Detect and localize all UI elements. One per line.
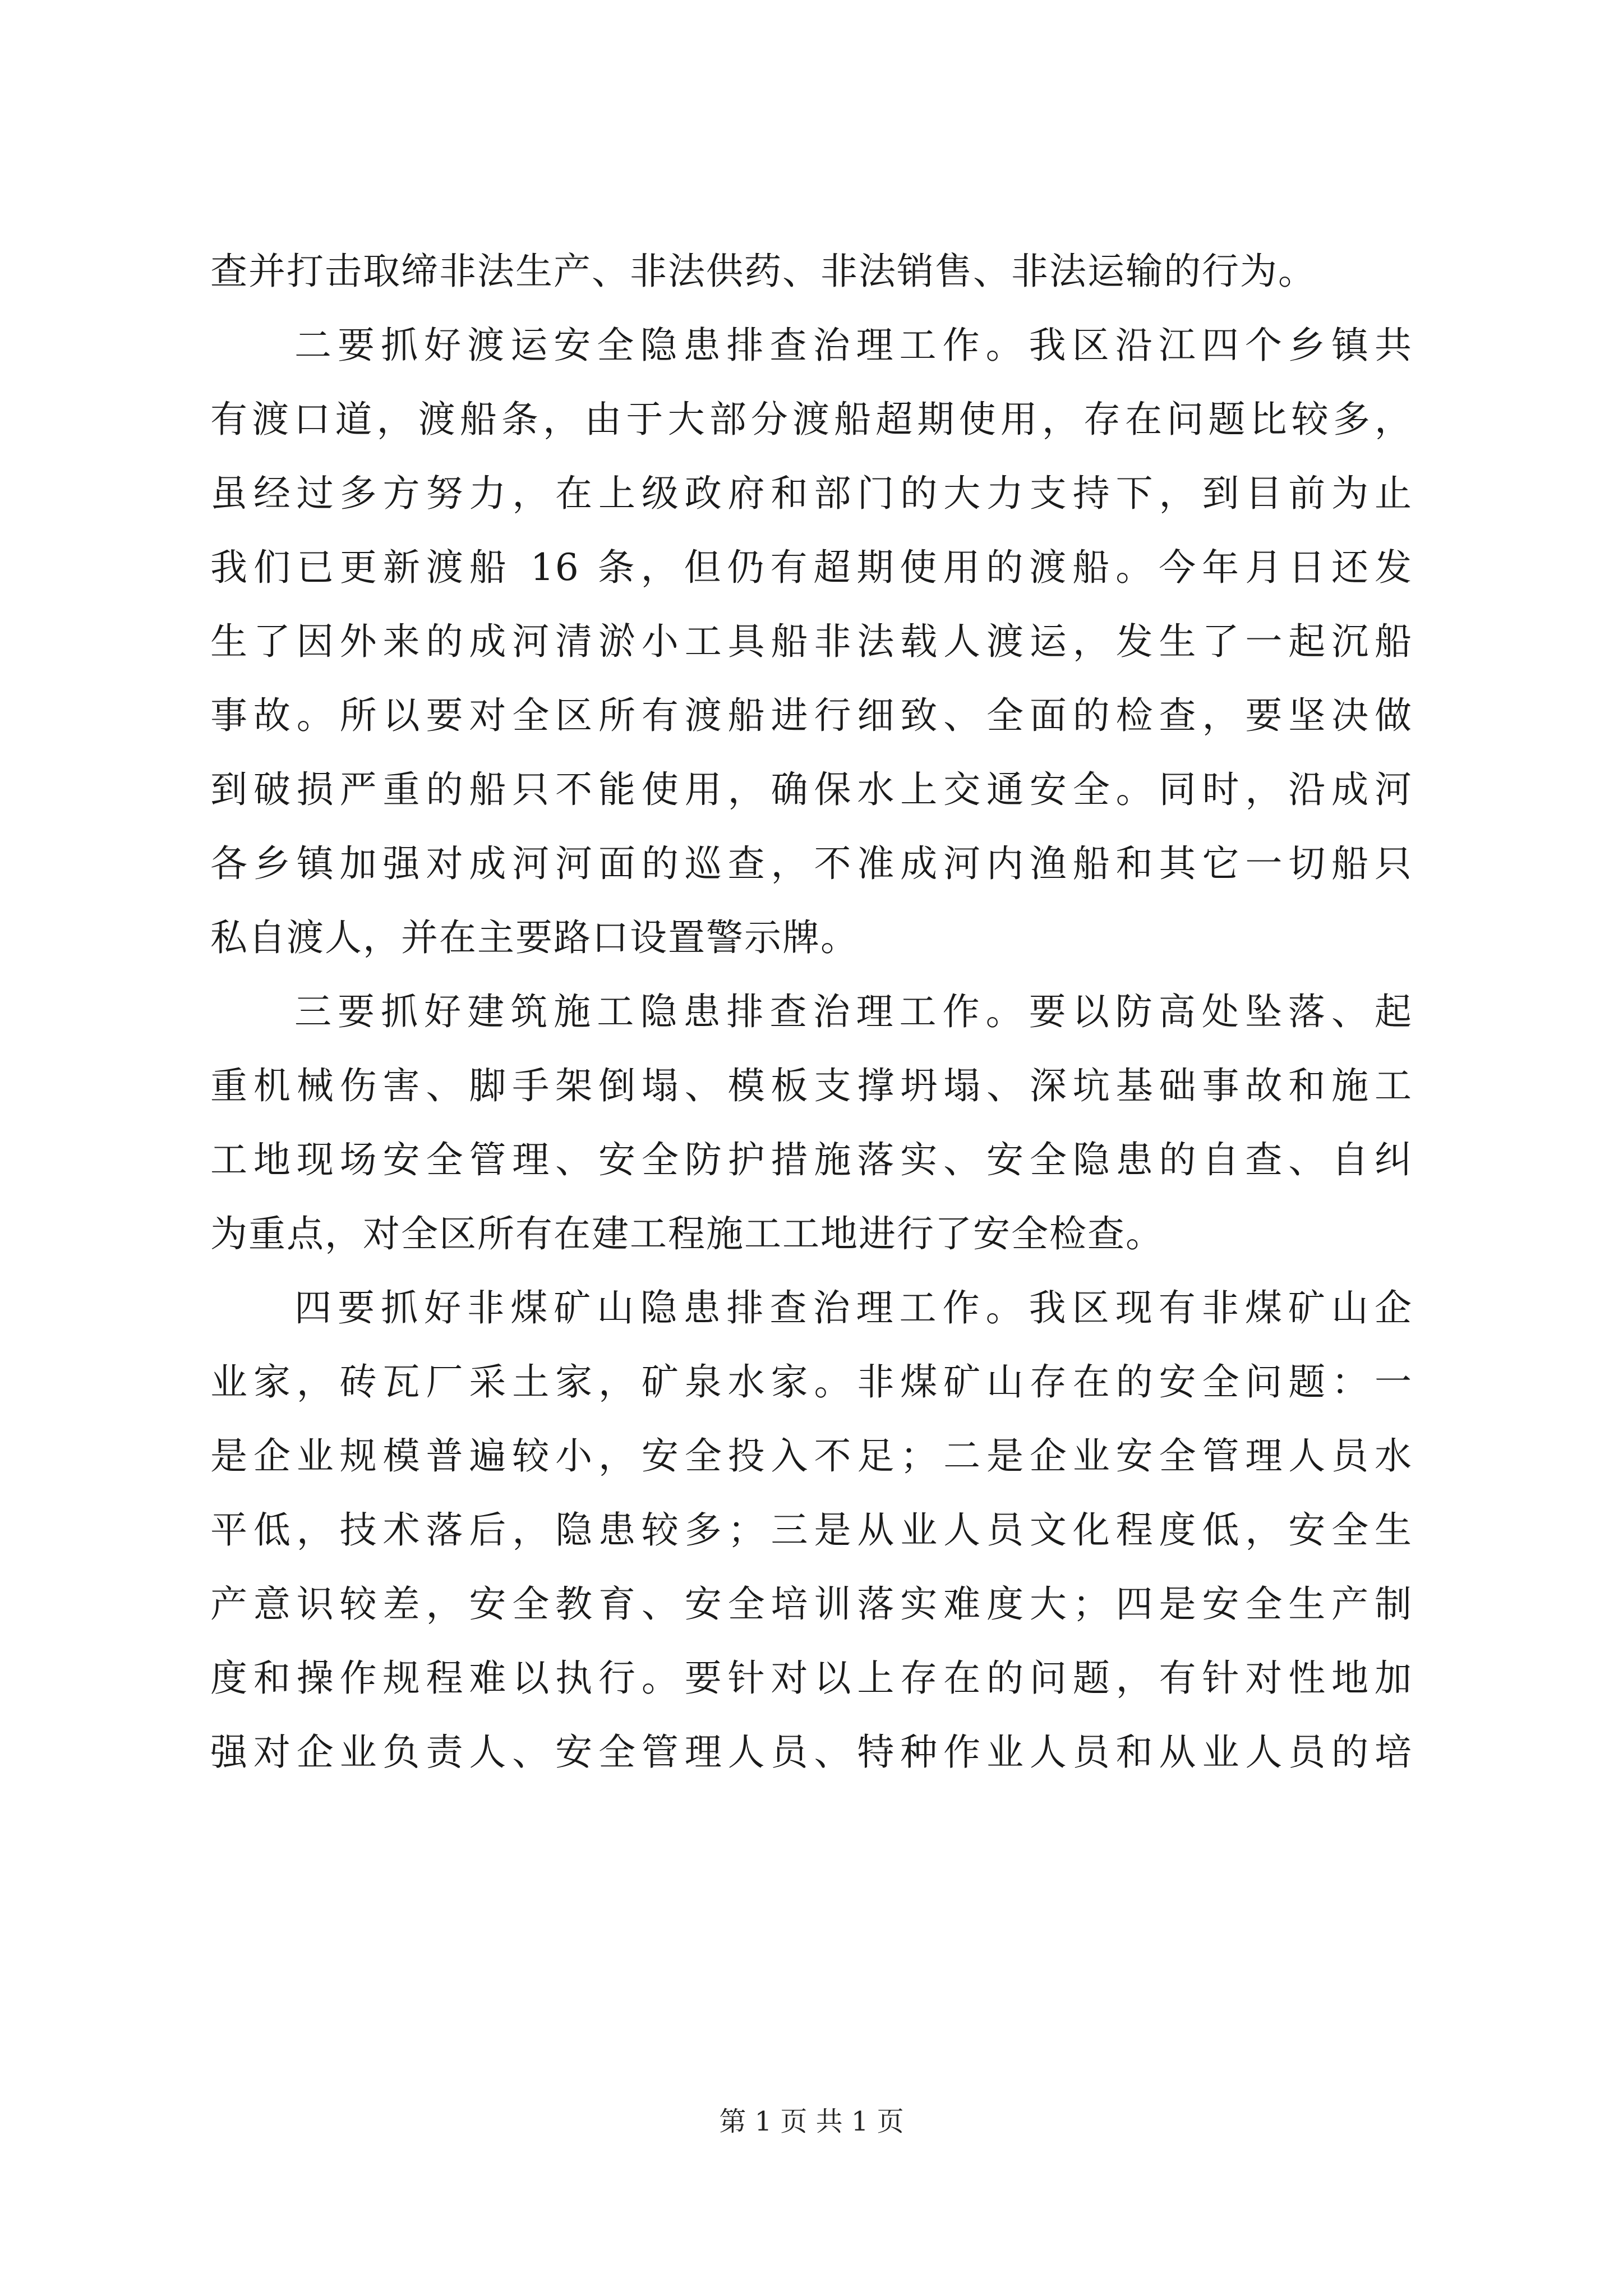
paragraph-line: 查并打击取缔非法生产、非法供药、非法销售、非法运输的行为。 xyxy=(210,250,1316,293)
paragraph-line: 到破损严重的船只不能使用，确保水上交通安全。同时，沿成河 xyxy=(210,768,1413,811)
paragraph-line: 产意识较差，安全教育、安全培训落实难度大；四是安全生产制 xyxy=(210,1582,1413,1626)
paragraph-line: 三要抓好建筑施工隐患排查治理工作。要以防高处坠落、起 xyxy=(294,990,1413,1033)
paragraph-line: 各乡镇加强对成河河面的巡查，不准成河内渔船和其它一切船只 xyxy=(210,842,1413,885)
paragraph-line: 平低，技术落后，隐患较多；三是从业人员文化程度低，安全生 xyxy=(210,1508,1413,1552)
paragraph-line: 强对企业负责人、安全管理人员、特种作业人员和从业人员的培 xyxy=(210,1731,1413,1774)
paragraph-line: 是企业规模普遍较小，安全投入不足；二是企业安全管理人员水 xyxy=(210,1434,1413,1478)
document-body xyxy=(210,234,1413,1789)
paragraph-line: 四要抓好非煤矿山隐患排查治理工作。我区现有非煤矿山企 xyxy=(294,1286,1413,1329)
paragraph-line: 工地现场安全管理、安全防护措施落实、安全隐患的自查、自纠 xyxy=(210,1138,1413,1181)
paragraph-line: 度和操作规程难以执行。要针对以上存在的问题，有针对性地加 xyxy=(210,1657,1413,1700)
paragraph-line: 私自渡人，并在主要路口设置警示牌。 xyxy=(210,916,859,959)
paragraph-line: 为重点，对全区所有在建工程施工工地进行了安全检查。 xyxy=(210,1212,1164,1255)
paragraph-line: 我们已更新渡船 16 条，但仍有超期使用的渡船。今年月日还发 xyxy=(210,546,1413,589)
paragraph-line: 事故。所以要对全区所有渡船进行细致、全面的检查，要坚决做 xyxy=(210,694,1413,737)
paragraph-line: 业家，砖瓦厂采土家，矿泉水家。非煤矿山存在的安全问题：一 xyxy=(210,1360,1413,1404)
paragraph-line: 重机械伤害、脚手架倒塌、模板支撑坍塌、深坑基础事故和施工 xyxy=(210,1064,1413,1107)
page-number-footer: 第 1 页 共 1 页 xyxy=(719,2106,904,2137)
paragraph-line: 虽经过多方努力，在上级政府和部门的大力支持下，到目前为止 xyxy=(210,472,1413,515)
paragraph-line: 二要抓好渡运安全隐患排查治理工作。我区沿江四个乡镇共 xyxy=(294,324,1413,367)
paragraph-line: 有渡口道，渡船条，由于大部分渡船超期使用，存在问题比较多， xyxy=(210,398,1413,441)
paragraph-line: 生了因外来的成河清淤小工具船非法载人渡运，发生了一起沉船 xyxy=(210,620,1413,663)
